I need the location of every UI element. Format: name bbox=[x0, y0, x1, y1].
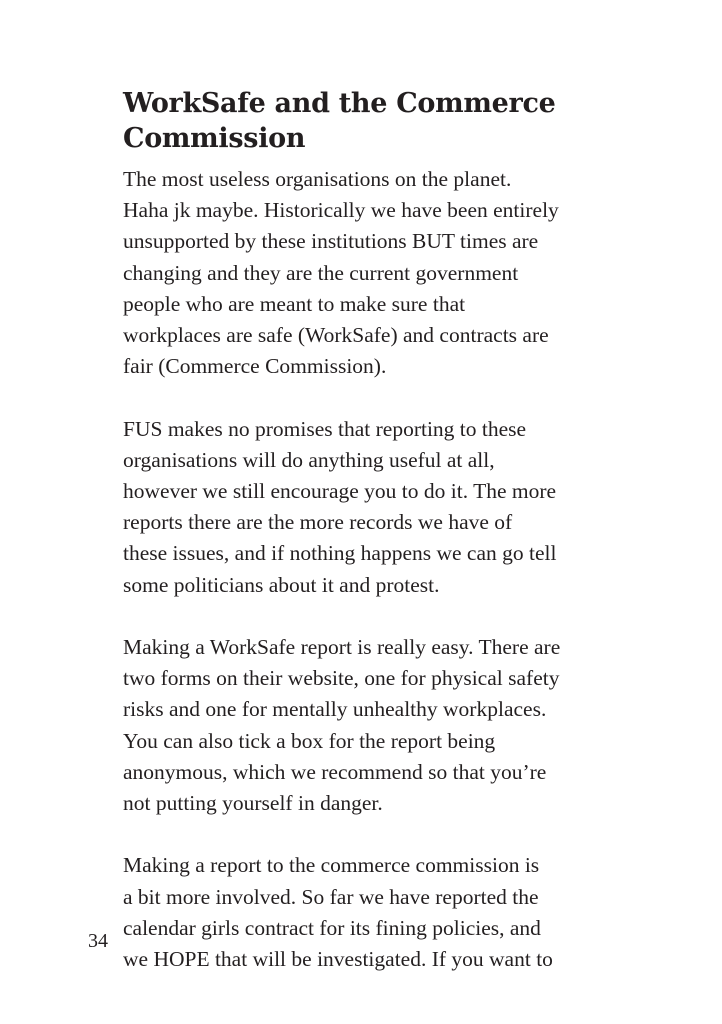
text-line: calendar girls contract for its fining policies, and bbox=[123, 915, 541, 940]
text-line: Making a report to the commerce commission is bbox=[123, 853, 540, 878]
text-line: anonymous, which we recommend so that you’re bbox=[123, 759, 547, 784]
body-text bbox=[123, 164, 603, 1006]
heading-line: WorkSafe and the Commerce bbox=[123, 88, 556, 119]
text-line: risks and one for mentally unhealthy workplaces. bbox=[123, 697, 547, 722]
text-line: however we still encourage you to do it. The more bbox=[123, 479, 557, 504]
text-line: people who are meant to make sure that bbox=[123, 291, 466, 316]
paragraph bbox=[123, 414, 603, 601]
text-line: a bit more involved. So far we have reported the bbox=[123, 884, 539, 909]
text-line: two forms on their website, one for physical safety bbox=[123, 666, 560, 691]
text-line: The most useless organisations on the planet. bbox=[123, 167, 512, 191]
text-line: some politicians about it and protest. bbox=[123, 572, 440, 597]
text-line: reports there are the more records we have of bbox=[123, 510, 513, 535]
text-line: organisations will do anything useful at all, bbox=[123, 447, 495, 472]
text-line: FUS makes no promises that reporting to these bbox=[123, 416, 527, 441]
text-line: workplaces are safe (WorkSafe) and contracts are bbox=[123, 323, 549, 348]
heading-line: Commission bbox=[123, 123, 306, 154]
paragraph bbox=[123, 632, 603, 819]
text-line: these issues, and if nothing happens we can go tell bbox=[123, 541, 557, 566]
text-line: You can also tick a box for the report being bbox=[123, 728, 496, 753]
text-line: changing and they are the current government bbox=[123, 260, 519, 285]
page-number: 34 bbox=[88, 930, 108, 952]
text-line: not putting yourself in danger. bbox=[123, 791, 383, 816]
paragraph bbox=[123, 850, 603, 975]
paragraph bbox=[123, 164, 603, 382]
text-line: unsupported by these institutions BUT times are bbox=[123, 229, 539, 254]
text-line: we HOPE that will be investigated. If you want to bbox=[123, 947, 553, 972]
text-line: Haha jk maybe. Historically we have been entirely bbox=[123, 198, 559, 223]
text-line: Making a WorkSafe report is really easy. There are bbox=[123, 635, 561, 660]
page-heading bbox=[123, 86, 623, 156]
text-line: fair (Commerce Commission). bbox=[123, 354, 387, 379]
